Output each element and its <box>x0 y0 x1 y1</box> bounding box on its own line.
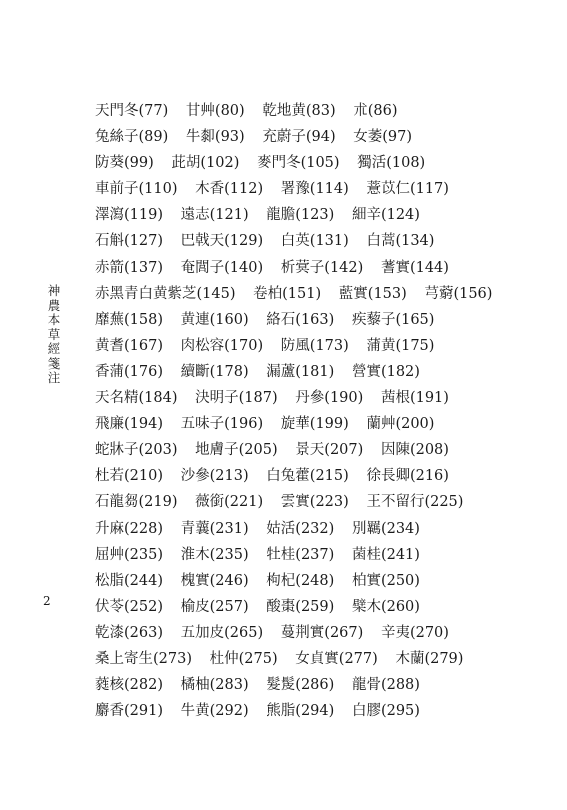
list-item: 伏苓(252) 榆皮(257) 酸棗(259) 檗木(260) <box>95 598 420 615</box>
list-item: 天門冬(77) 甘艸(80) 乾地黄(83) 朮(86) <box>95 103 398 119</box>
list-item: 赤箭(137) 奄閭子(140) 析蓂子(142) 蓍實(144) <box>95 259 449 276</box>
list-item: 松脂(244) 槐實(246) 枸杞(248) 柏實(250) <box>95 572 420 589</box>
list-item: 澤瀉(119) 遠志(121) 龍膽(123) 細辛(124) <box>95 207 420 224</box>
list-item: 車前子(110) 木香(112) 署豫(114) 薏苡仁(117) <box>95 181 449 198</box>
list-item: 升麻(228) 青蘘(231) 姑活(232) 別羈(234) <box>95 520 420 537</box>
list-item: 桑上寄生(273) 杜仲(275) 女貞實(277) 木蘭(279) <box>95 650 464 667</box>
list-item: 石龍芻(219) 薇銜(221) 雲實(223) 王不留行(225) <box>95 494 464 511</box>
list-item: 黄耆(167) 肉松容(170) 防風(173) 蒲黄(175) <box>95 337 435 354</box>
table-of-contents-list <box>95 98 535 724</box>
list-item: 石斛(127) 巴戟天(129) 白英(131) 白蒿(134) <box>95 233 435 250</box>
list-item: 防葵(99) 茈胡(102) 麥門冬(105) 獨活(108) <box>95 155 426 172</box>
running-title: 神農本草經箋注 <box>47 283 61 385</box>
list-item: 飛廉(194) 五味子(196) 旋華(199) 蘭艸(200) <box>95 416 435 433</box>
page-number: 2 <box>43 594 51 608</box>
list-item: 麝香(291) 牛黄(292) 熊脂(294) 白膠(295) <box>95 703 420 720</box>
list-item: 屈艸(235) 淮木(235) 牡桂(237) 菌桂(241) <box>95 546 420 563</box>
list-item: 赤黑青白黄紫芝(145) 卷柏(151) 藍實(153) 芎藭(156) <box>95 285 493 302</box>
list-item: 香蒲(176) 續斷(178) 漏蘆(181) 營實(182) <box>95 363 420 380</box>
list-item: 蛇牀子(203) 地膚子(205) 景天(207) 因陳(208) <box>95 442 449 459</box>
list-item: 靡蕪(158) 黄連(160) 絡石(163) 疾藜子(165) <box>95 311 435 328</box>
list-item: 杜若(210) 沙參(213) 白兔藿(215) 徐長卿(216) <box>95 468 449 485</box>
list-item: 蕤核(282) 橘柚(283) 髮髲(286) 龍骨(288) <box>95 677 420 694</box>
list-item: 天名精(184) 決明子(187) 丹參(190) 茜根(191) <box>95 390 449 407</box>
list-item: 乾漆(263) 五加皮(265) 蔓荆實(267) 辛夷(270) <box>95 624 449 641</box>
list-item: 兔絲子(89) 牛厀(93) 充蔚子(94) 女萎(97) <box>95 129 413 146</box>
